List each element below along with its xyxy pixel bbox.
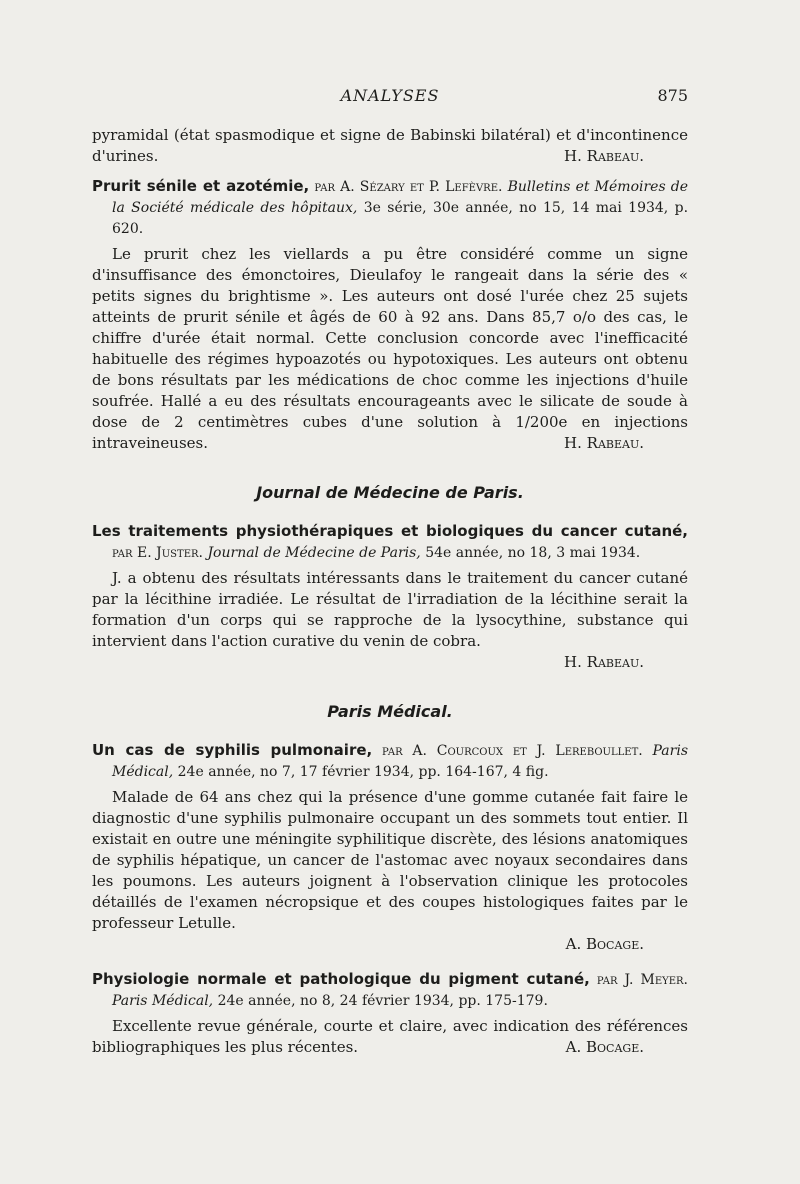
article-details: 24e année, no 8, 24 février 1934, pp. 175-179. — [217, 993, 548, 1009]
page-content — [92, 125, 688, 1058]
article-signature: H. Rabeau. — [564, 434, 644, 452]
article-signature: H. Rabeau. — [564, 653, 644, 671]
article-details: 3e série, 30e année, no 15, 14 mai 1934, p. 620. — [112, 200, 689, 237]
carryover-text: pyramidal (état spasmodique et signe de Babinski bilatéral) et d'incontinence d'urines. — [92, 126, 688, 165]
running-title: ANALYSES — [340, 86, 440, 105]
section-title-journal-medecine: Journal de Médecine de Paris. — [256, 483, 524, 502]
article-reference — [92, 969, 688, 1012]
article-signature: A. Bocage. — [565, 1038, 644, 1056]
carryover-signature: H. Rabeau. — [564, 147, 644, 165]
article-title: Les traitements physiothérapiques et biologiques du cancer cutané, — [92, 522, 688, 540]
section-title-paris-medical: Paris Médical. — [327, 702, 453, 721]
article-title: Physiologie normale et pathologique du pigment cutané, — [92, 970, 590, 988]
article-body: J. a obtenu des résultats intéressants dans le traitement du cancer cutané par la lécithine irradiée. Le résultat de l'irradiation de la lécithine serait la formation d'un corps qui se rapproche de la lysocythine, substance qui intervient dans l'action curative du venin de cobra. — [92, 569, 688, 650]
article-journal: Bulletins et Mémoires de la Société médicale des hôpitaux, — [112, 179, 689, 216]
article-authors: par J. Meyer. — [596, 972, 689, 988]
article-signature: A. Bocage. — [565, 935, 644, 953]
article-reference — [92, 740, 688, 783]
article-title: Prurit sénile et azotémie, — [92, 177, 310, 195]
article-prurit — [92, 176, 688, 454]
article-pigment-cutane — [92, 969, 688, 1058]
article-reference — [92, 521, 688, 564]
carryover-paragraph — [92, 125, 688, 167]
article-cancer-cutane — [92, 521, 688, 673]
article-authors: par E. Juster. — [112, 545, 203, 561]
article-reference — [92, 176, 688, 240]
page-number: 875 — [657, 86, 688, 105]
article-authors: par A. Sézary et P. Lefèvre. — [314, 179, 503, 195]
article-authors: par A. Courcoux et J. Lereboullet. — [382, 743, 643, 759]
article-journal: Paris Médical, — [112, 993, 214, 1009]
article-body: Le prurit chez les viellards a pu être considéré comme un signe d'insuffisance des émonctoires, Dieulafoy le rangeait dans la série des « petits signes du brightisme ». Les auteurs ont dosé l'urée chez 25 sujets atteints de prurit sénile et âgés de 60 à 92 ans. Dans 85,7 o/o des cas, le chiffre d'urée était normal. Cette conclusion concorde avec l'inefficacité habituelle des régimes hypoazotés ou hypotoxiques. Les auteurs ont obtenu de bons résultats par les médications de choc comme les injections d'huile soufrée. Hallé a eu des résultats encourageants avec le silicate de soude à dose de 2 centimètres cubes d'une solution à 1/200e en injections intraveineuses. H. Rabeau. — [92, 245, 688, 452]
article-details: 54e année, no 18, 3 mai 1934. — [425, 545, 641, 561]
article-body: Excellente revue générale, courte et claire, avec indication des références bibliographiques les plus récentes. A. Bocage. — [92, 1017, 688, 1056]
article-title: Un cas de syphilis pulmonaire, — [92, 741, 373, 759]
article-syphilis-pulmonaire — [92, 740, 688, 955]
article-journal: Journal de Médecine de Paris, — [207, 545, 421, 561]
article-body: Malade de 64 ans chez qui la présence d'une gomme cutanée fait faire le diagnostic d'une syphilis pulmonaire occupant un des sommets tout entier. Il existait en outre une méningite syphilitique discrète, des lésions anatomiques de syphilis hépatique, un cancer de l'astomac avec noyaux secondaires dans les poumons. Les auteurs joignent à l'observation clinique les protocoles détaillés de l'examen nécropsique et des coupes histologiques faites par le professeur Letulle. — [92, 788, 688, 932]
page-header — [92, 86, 688, 116]
article-details: 24e année, no 7, 17 février 1934, pp. 164-167, 4 fig. — [177, 764, 549, 780]
article-journal: Paris Médical, — [112, 743, 689, 780]
